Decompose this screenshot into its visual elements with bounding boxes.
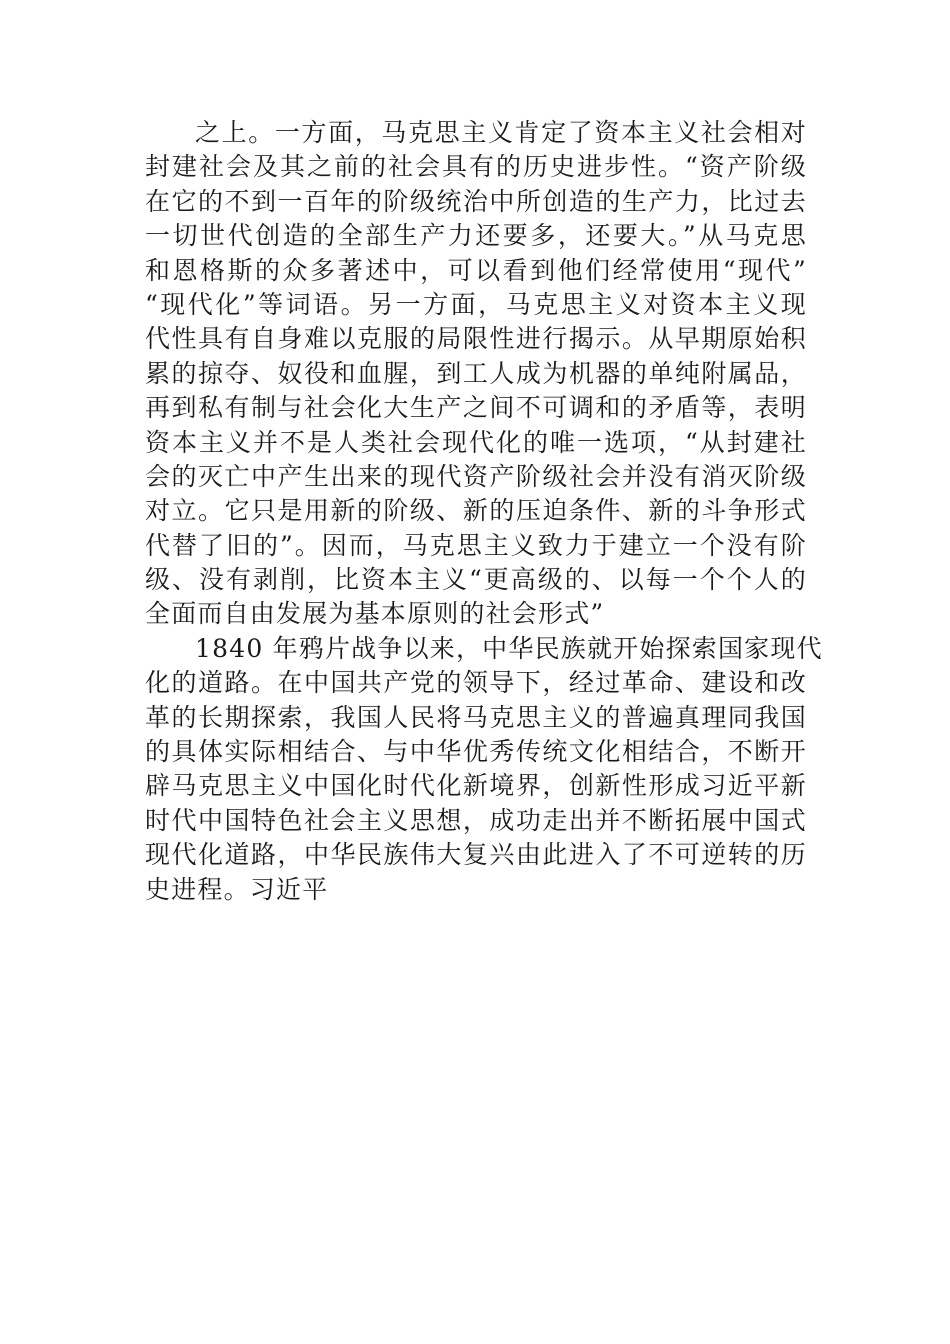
text-line: 之上。一方面，马克思主义肯定了资本主义社会相对	[195, 118, 807, 147]
text-line: 会的灭亡中产生出来的现代资产阶级社会并没有消灭阶级	[145, 461, 807, 491]
text-line: 现代化道路，中华民族伟大复兴由此进入了不可逆转的历	[145, 840, 807, 870]
text-line: 的具体实际相结合、与中华优秀传统文化相结合，不断开	[145, 737, 807, 767]
text-line: 辟马克思主义中国化时代化新境界，创新性形成习近平新	[145, 771, 807, 801]
text-line: 一切世代创造的全部生产力还要多，还要大。”从马克思	[145, 221, 807, 251]
paragraph-1	[145, 116, 807, 632]
text-line: 代替了旧的”。因而，马克思主义致力于建立一个没有阶	[145, 530, 807, 560]
text-line: 1840 年鸦片战争以来，中华民族就开始探索国家现代	[195, 633, 823, 663]
text-line: 史进程。习近平	[145, 874, 329, 904]
text-line: “现代化”等词语。另一方面，马克思主义对资本主义现	[145, 289, 807, 319]
text-line: 封建社会及其之前的社会具有的历史进步性。“资产阶级	[145, 152, 807, 182]
text-line: 资本主义并不是人类社会现代化的唯一选项，“从封建社	[145, 427, 807, 457]
paragraph-2	[145, 632, 823, 907]
text-line: 时代中国特色社会主义思想，成功走出并不断拓展中国式	[145, 805, 807, 835]
text-line: 化的道路。在中国共产党的领导下，经过革命、建设和改	[145, 668, 807, 698]
text-line: 在它的不到一百年的阶级统治中所创造的生产力，比过去	[145, 186, 807, 216]
text-line: 全面而自由发展为基本原则的社会形式”	[145, 599, 605, 629]
text-line: 革的长期探索，我国人民将马克思主义的普遍真理同我国	[145, 702, 807, 732]
text-line: 和恩格斯的众多著述中，可以看到他们经常使用“现代”	[145, 255, 807, 285]
text-line: 累的掠夺、奴役和血腥，到工人成为机器的单纯附属品，	[145, 358, 807, 388]
text-line: 再到私有制与社会化大生产之间不可调和的矛盾等，表明	[145, 393, 807, 423]
text-line: 代性具有自身难以克服的局限性进行揭示。从早期原始积	[145, 324, 807, 354]
text-line: 级、没有剥削，比资本主义“更高级的、以每一个个人的	[145, 565, 807, 595]
text-line: 对立。它只是用新的阶级、新的压迫条件、新的斗争形式	[145, 496, 807, 526]
body-text	[145, 116, 823, 907]
